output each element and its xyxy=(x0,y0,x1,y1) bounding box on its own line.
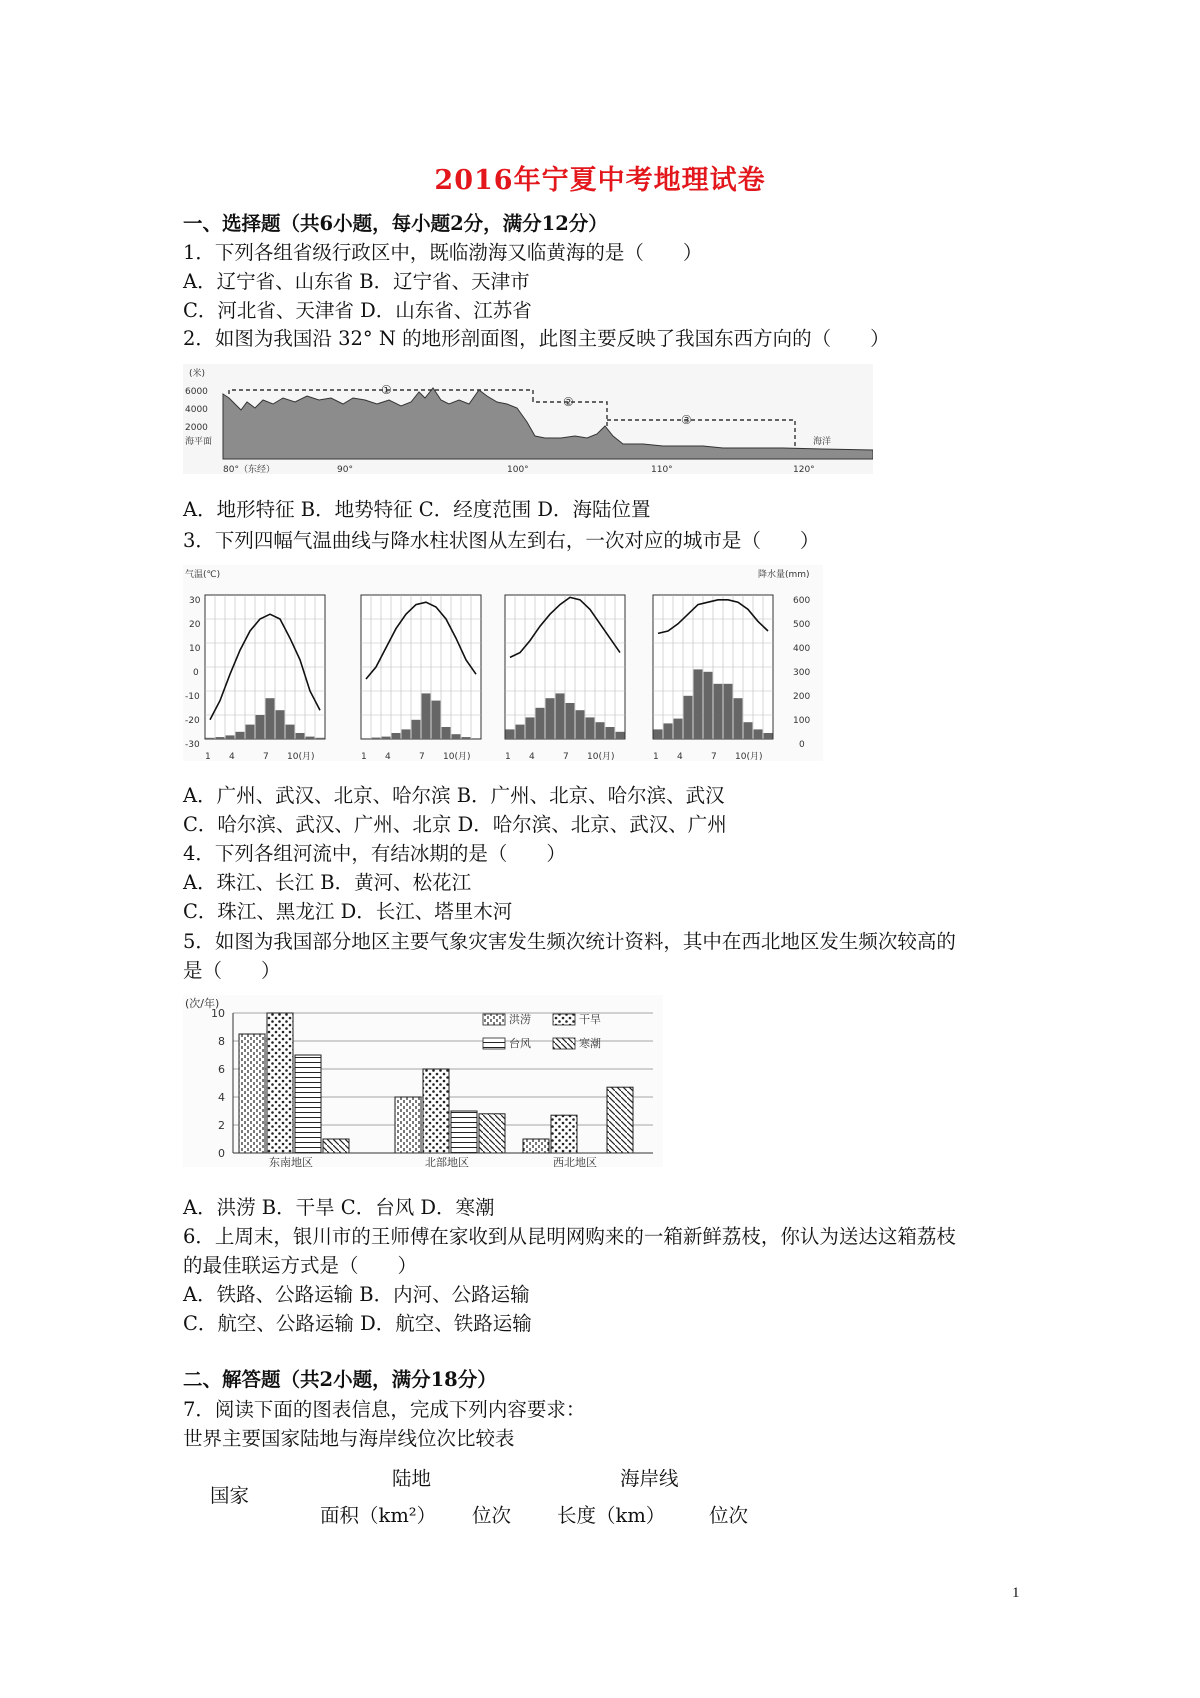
precip-bar xyxy=(506,729,515,739)
profile-x-tick: 100° xyxy=(507,465,529,474)
bar-category-label: 西北地区 xyxy=(553,1156,597,1167)
q3-stem: 3．下列四幅气温曲线与降水柱状图从左到右，一次对应的城市是（ ） xyxy=(183,529,820,552)
precip-bar xyxy=(546,698,555,739)
svg-text:0: 0 xyxy=(799,740,805,750)
precip-bar xyxy=(206,738,215,739)
bar-category-label: 北部地区 xyxy=(425,1156,469,1167)
precip-bar xyxy=(684,696,693,739)
q3-options-ab: A．广州、武汉、北京、哈尔滨 B．广州、北京、哈尔滨、武汉 xyxy=(183,784,725,807)
svg-text:-30: -30 xyxy=(185,740,200,750)
precip-bar xyxy=(452,734,461,739)
precip-bar xyxy=(754,729,763,739)
svg-text:10: 10 xyxy=(189,644,201,654)
bar-mark xyxy=(323,1139,349,1153)
profile-unit: (米) xyxy=(189,369,206,379)
svg-text:1: 1 xyxy=(505,752,511,761)
svg-text:-20: -20 xyxy=(185,716,200,726)
bar-chart-ylabel: (次/年) xyxy=(185,997,220,1010)
q2-options: A．地形特征 B．地势特征 C．经度范围 D．海陆位置 xyxy=(183,498,651,521)
bar-mark xyxy=(267,1013,293,1153)
svg-text:-10: -10 xyxy=(185,692,200,702)
q6-options-ab: A．铁路、公路运输 B．内河、公路运输 xyxy=(183,1283,530,1306)
svg-text:10(月): 10(月) xyxy=(287,752,315,761)
step-label: ② xyxy=(563,395,574,409)
bar-y-tick-label: 2 xyxy=(218,1119,225,1132)
svg-text:300: 300 xyxy=(793,668,811,678)
svg-text:7: 7 xyxy=(419,752,425,761)
q4-options-cd: C．珠江、黑龙江 D．长江、塔里木河 xyxy=(183,900,513,923)
step-label: ③ xyxy=(681,413,692,427)
precip-bar xyxy=(714,684,723,739)
svg-text:100: 100 xyxy=(793,716,811,726)
precip-bar xyxy=(596,722,605,739)
precip-bar xyxy=(664,723,673,739)
svg-text:1: 1 xyxy=(653,752,659,761)
q4-stem: 4．下列各组河流中，有结冰期的是（ ） xyxy=(183,842,566,865)
table-subheader-rank: 位次 xyxy=(472,1504,512,1527)
precip-bar xyxy=(606,727,615,739)
legend-swatch xyxy=(483,1038,505,1049)
precip-bar xyxy=(724,684,733,739)
precip-bar xyxy=(704,672,713,739)
svg-text:7: 7 xyxy=(563,752,569,761)
precip-bar xyxy=(382,737,391,739)
table-header-coast: 海岸线 xyxy=(620,1467,679,1490)
legend-label: 寒潮 xyxy=(579,1037,601,1050)
svg-text:1: 1 xyxy=(205,752,211,761)
legend-swatch xyxy=(483,1014,505,1025)
svg-text:4: 4 xyxy=(677,752,683,761)
svg-text:30: 30 xyxy=(189,596,201,606)
precip-bar xyxy=(566,703,575,739)
svg-text:20: 20 xyxy=(189,620,201,630)
precip-bar xyxy=(674,719,683,739)
precip-bar xyxy=(402,729,411,739)
precip-bar xyxy=(236,732,245,739)
precip-bar xyxy=(764,733,773,739)
precip-bar xyxy=(362,738,371,739)
precip-bar xyxy=(432,701,441,739)
precip-bar xyxy=(744,722,753,739)
precip-bar xyxy=(616,732,625,739)
section-1-heading: 一、选择题（共6小题，每小题2分，满分12分） xyxy=(183,212,608,235)
profile-y-tick: 海平面 xyxy=(185,437,213,447)
precip-bar xyxy=(296,733,305,739)
precip-bar xyxy=(422,693,431,739)
svg-text:7: 7 xyxy=(711,752,717,761)
q7-stem: 7．阅读下面的图表信息，完成下列内容要求： xyxy=(183,1398,586,1421)
table-subheader-length: 长度（km） xyxy=(557,1504,666,1527)
table-subheader-area: 面积（km²） xyxy=(320,1504,437,1527)
q5-stem-line1: 5．如图为我国部分地区主要气象灾害发生频次统计资料，其中在西北地区发生频次较高的 xyxy=(183,930,956,953)
page-number: 1 xyxy=(1012,1585,1020,1601)
q1-options-ab: A．辽宁省、山东省 B．辽宁省、天津市 xyxy=(183,270,530,293)
profile-y-tick: 4000 xyxy=(185,405,208,415)
climate-chart-panel xyxy=(361,595,481,739)
q4-options-ab: A．珠江、长江 B．黄河、松花江 xyxy=(183,871,472,894)
q6-stem-line1: 6．上周末，银川市的王师傅在家收到从昆明网购来的一箱新鲜荔枝，你认为送达这箱荔枝 xyxy=(183,1225,956,1248)
legend-label: 台风 xyxy=(509,1037,531,1050)
profile-x-tick: 110° xyxy=(651,465,673,474)
legend-label: 干旱 xyxy=(579,1013,601,1026)
precip-bar xyxy=(372,738,381,739)
terrain-profile-figure xyxy=(183,364,873,474)
legend-label: 洪涝 xyxy=(509,1013,531,1026)
profile-y-tick: 6000 xyxy=(185,387,208,397)
precip-bar xyxy=(316,738,325,739)
q5-options: A．洪涝 B．干旱 C．台风 D．寒潮 xyxy=(183,1196,495,1219)
bar-mark xyxy=(395,1097,421,1153)
precip-bar xyxy=(556,693,565,739)
precip-bar xyxy=(216,737,225,739)
bar-y-tick-label: 10 xyxy=(211,1007,225,1020)
bar-mark xyxy=(523,1139,549,1153)
q1-stem: 1．下列各组省级行政区中，既临渤海又临黄海的是（ ） xyxy=(183,241,703,264)
table-header-land: 陆地 xyxy=(392,1467,432,1490)
table-header-country: 国家 xyxy=(210,1484,250,1507)
svg-text:200: 200 xyxy=(793,692,811,702)
q5-stem-line2: 是（ ） xyxy=(183,959,281,982)
svg-text:7: 7 xyxy=(263,752,269,761)
svg-text:10(月): 10(月) xyxy=(587,752,615,761)
precip-bar xyxy=(256,715,265,739)
precip-bar xyxy=(226,735,235,739)
precip-bar xyxy=(694,669,703,739)
q1-options-cd: C．河北省、天津省 D．山东省、江苏省 xyxy=(183,299,532,322)
table-subheader-rank: 位次 xyxy=(709,1504,749,1527)
profile-x-tick: 90° xyxy=(337,465,353,474)
svg-text:4: 4 xyxy=(229,752,235,761)
precip-bar xyxy=(462,737,471,739)
bar-y-tick-label: 8 xyxy=(218,1035,225,1048)
q6-options-cd: C．航空、公路运输 D．航空、铁路运输 xyxy=(183,1312,532,1335)
profile-x-tick: 120° xyxy=(793,465,815,474)
bar-mark xyxy=(423,1069,449,1153)
bar-y-tick-label: 0 xyxy=(218,1147,225,1160)
svg-text:400: 400 xyxy=(793,644,811,654)
bar-mark xyxy=(551,1115,577,1153)
precip-bar xyxy=(246,725,255,739)
climate-chart-panel xyxy=(205,595,325,739)
bar-mark xyxy=(239,1034,265,1153)
step-label: ① xyxy=(381,383,392,397)
q2-stem: 2．如图为我国沿 32° N 的地形剖面图，此图主要反映了我国东西方向的（ ） xyxy=(183,327,890,350)
legend-swatch xyxy=(553,1038,575,1049)
page-title: 2016年宁夏中考地理试卷 xyxy=(434,165,766,196)
svg-text:500: 500 xyxy=(793,620,811,630)
bar-category-label: 东南地区 xyxy=(269,1156,313,1167)
sea-label: 海洋 xyxy=(813,437,832,447)
precip-bar xyxy=(654,729,663,739)
profile-x-tick: 80°（东经） xyxy=(223,465,275,474)
disaster-bar-chart xyxy=(183,995,663,1167)
bar-mark xyxy=(607,1087,633,1153)
precip-bar xyxy=(276,710,285,739)
profile-y-tick: 2000 xyxy=(185,423,208,433)
precip-bar xyxy=(734,698,743,739)
precip-bar xyxy=(392,733,401,739)
q6-stem-line2: 的最佳联运方式是（ ） xyxy=(183,1254,418,1277)
precip-bar xyxy=(536,708,545,739)
svg-text:4: 4 xyxy=(385,752,391,761)
bar-mark xyxy=(479,1114,505,1153)
precip-bar xyxy=(266,698,275,739)
bar-mark xyxy=(295,1055,321,1153)
svg-text:10(月): 10(月) xyxy=(443,752,471,761)
svg-text:0: 0 xyxy=(193,668,199,678)
precip-bar xyxy=(412,720,421,739)
legend-swatch xyxy=(553,1014,575,1025)
precip-bar xyxy=(526,717,535,739)
precip-bar xyxy=(586,717,595,739)
precip-axis-label: 降水量(mm) xyxy=(758,570,810,580)
precip-bar xyxy=(286,725,295,739)
q3-options-cd: C．哈尔滨、武汉、广州、北京 D．哈尔滨、北京、武汉、广州 xyxy=(183,813,727,836)
climate-charts-figure xyxy=(183,565,823,761)
temp-axis-label: 气温(℃) xyxy=(185,570,221,580)
precip-bar xyxy=(472,738,481,739)
bar-y-tick-label: 6 xyxy=(218,1063,225,1076)
precip-bar xyxy=(576,710,585,739)
precip-bar xyxy=(306,737,315,739)
svg-text:4: 4 xyxy=(529,752,535,761)
svg-text:600: 600 xyxy=(793,596,811,606)
precip-bar xyxy=(442,727,451,739)
climate-chart-panel xyxy=(653,595,773,739)
svg-text:10(月): 10(月) xyxy=(735,752,763,761)
bar-y-tick-label: 4 xyxy=(218,1091,225,1104)
q7-table-title: 世界主要国家陆地与海岸线位次比较表 xyxy=(183,1427,515,1450)
precip-bar xyxy=(516,725,525,739)
climate-chart-panel xyxy=(505,595,625,739)
section-2-heading: 二、解答题（共2小题，满分18分） xyxy=(183,1368,497,1391)
svg-text:1: 1 xyxy=(361,752,367,761)
bar-mark xyxy=(451,1111,477,1153)
